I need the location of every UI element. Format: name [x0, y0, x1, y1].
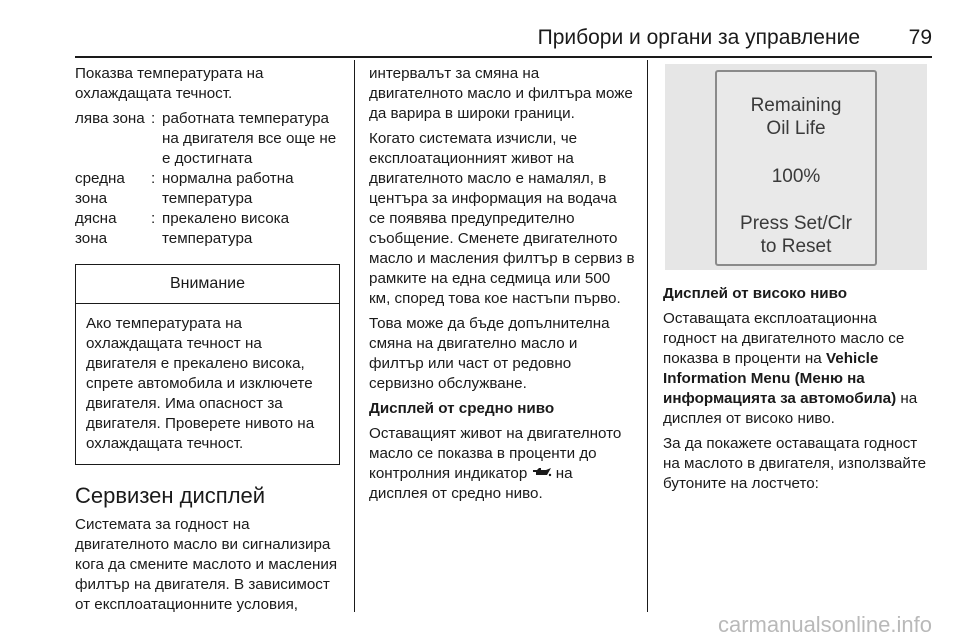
- page-header: [75, 26, 932, 52]
- paragraph: Това може да бъде допълнителна смяна на двигателно масло и филтър или част от редовно сервизно обслужване.: [369, 315, 610, 392]
- section-text: Системата за годност на двигателното масло ви сигнализира кога да смените маслото и масления филтър на двигателя. В зависимост от експлоатационните условия,: [75, 516, 338, 613]
- display-line: to Reset: [760, 236, 832, 257]
- warning-body: Ако температурата на охлаждащата течност на двигателя е прекалено висока, спрете автомобила и изключете двигателя. Има опасност за двигателя. Проверете нивото на охлаждащата течност.: [86, 315, 315, 452]
- warning-title: Внимание: [76, 265, 339, 304]
- oil-can-icon: [532, 464, 552, 484]
- definition-row: дясна зона : прекалено висока температура: [75, 209, 340, 249]
- paragraph: Оставащата експлоатационна годност на двигателното масло се показва в проценти на Vehicle Information Menu (Меню на информацията за автомобила) на дисплея от високо ниво.: [663, 310, 918, 427]
- subheading: Дисплей от средно ниво: [369, 400, 555, 417]
- display-screen: [715, 70, 877, 266]
- definition-row: лява зона : работната температура на двигателя все още не е достигната: [75, 109, 340, 169]
- definition-term: лява зона: [75, 110, 145, 127]
- column-divider-1: [354, 60, 355, 612]
- definition-row: средна зона : нормална работна температура: [75, 169, 340, 209]
- display-line: Remaining: [750, 95, 842, 116]
- paragraph: интервалът за смяна на двигателното масло и филтъра може да варира в широки граници.: [369, 65, 633, 122]
- column-middle: [369, 64, 635, 509]
- page-title: Прибори и органи за управление: [537, 26, 860, 49]
- subheading: Дисплей от високо ниво: [663, 285, 847, 302]
- paragraph-with-icon: Оставащият живот на двигателното масло се показва в проценти до контролния индикатор на дисплея от средно ниво.: [369, 425, 622, 503]
- paragraph: За да покажете оставащата годност на маслото в двигателя, използвайте бутоните на лостчето:: [663, 435, 927, 492]
- display-percent: 100%: [771, 166, 821, 187]
- column-right: [663, 64, 933, 499]
- section-heading: Сервизен дисплей: [75, 483, 266, 508]
- oil-life-display-image: [665, 64, 927, 270]
- definition-term: средна зона: [75, 170, 125, 207]
- definition-desc: работната температура на двигателя все още не е достигната: [162, 110, 337, 167]
- watermark: carmanualsonline.info: [717, 612, 932, 637]
- column-divider-2: [647, 60, 648, 612]
- intro-text: Показва температурата на охлаждащата течност.: [75, 65, 264, 102]
- display-line: Oil Life: [766, 118, 826, 139]
- definition-term: дясна зона: [75, 210, 117, 247]
- temperature-zone-list: [75, 109, 340, 249]
- header-divider: [75, 56, 932, 58]
- display-line: Press Set/Clr: [740, 213, 852, 234]
- page-number: 79: [908, 26, 932, 49]
- definition-desc: нормална работна температура: [162, 170, 294, 207]
- column-left: [75, 64, 340, 620]
- paragraph: Когато системата изчисли, че експлоатационният живот на двигателното масло е намалял, в центъра за информация на водача се появява предупредително съобщение. Сменете двигателното масло и масления филтър в сервиз в рамките на една седмица или 500 км, според това кое настъпи първо.: [369, 130, 635, 307]
- definition-desc: прекалено висока температура: [162, 210, 290, 247]
- warning-box: [75, 264, 340, 465]
- menu-name: Vehicle Information Menu (Меню на информацията за автомобила): [663, 350, 897, 407]
